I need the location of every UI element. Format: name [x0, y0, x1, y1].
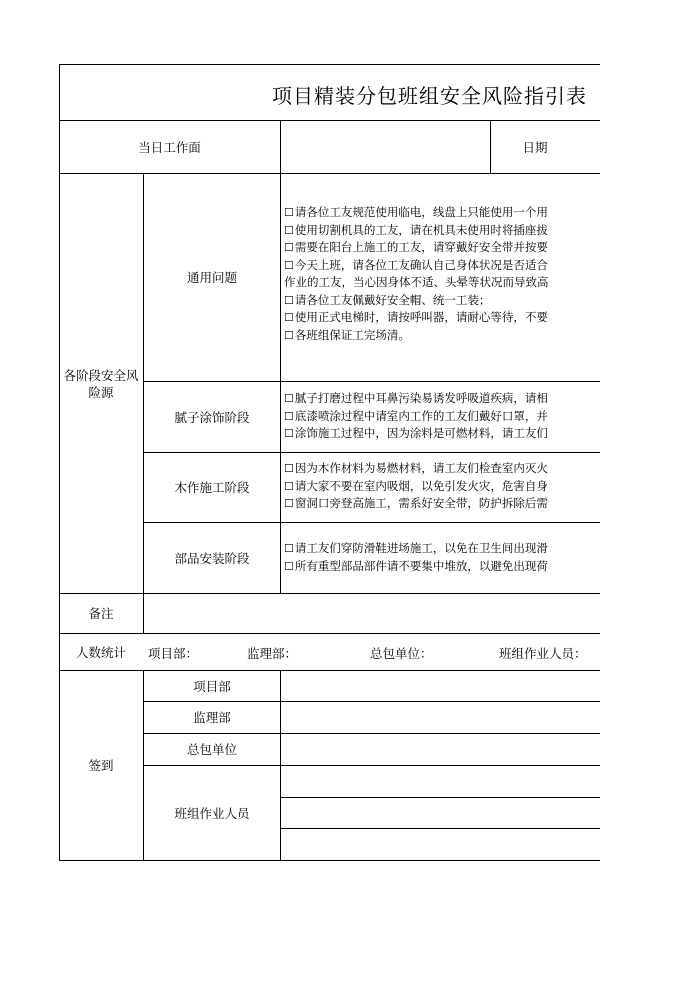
- workface-value[interactable]: [281, 121, 490, 173]
- border-top: [59, 64, 600, 65]
- stage-tips-installation: [284, 540, 548, 575]
- headcount-project: 项目部：: [148, 645, 199, 661]
- tip-item: ☐ 各班组保证工完场清。: [284, 327, 549, 345]
- tip-item: ☐ 今天上班，请各位工友确认自己身体状况是否适合: [284, 257, 549, 275]
- signin-field[interactable]: [281, 829, 600, 860]
- signin-field[interactable]: [281, 671, 600, 701]
- tip-item: ☐ 使用正式电梯时，请按呼叫器，请耐心等待，不要: [284, 309, 549, 327]
- headcount-general-contractor: 总包单位：: [370, 645, 433, 661]
- rule: [280, 120, 281, 594]
- headcount-label: 人数统计: [75, 644, 126, 660]
- headcount-supervision: 监理部：: [247, 645, 298, 661]
- stage-name-putty: 腻子涂饰阶段: [174, 409, 250, 425]
- tip-item: 作业的工友，当心因身体不适、头晕等状况而导致高: [284, 275, 549, 289]
- tip-item: ☐ 需要在阳台上施工的工友，请穿戴好安全带并按要: [284, 239, 549, 257]
- stage-name-installation: 部品安装阶段: [174, 550, 250, 566]
- border-bottom: [59, 860, 600, 861]
- tip-item: ☐ 请工友们穿防滑鞋进场施工，以免在卫生间出现滑: [284, 540, 548, 558]
- signin-field[interactable]: [281, 734, 600, 765]
- tip-item: ☐ 请各位工友佩戴好安全帽、统一工装；: [284, 292, 549, 310]
- stage-name-woodwork: 木作施工阶段: [174, 480, 250, 495]
- workface-label: 当日工作面: [138, 139, 201, 155]
- date-label: 日期: [522, 139, 548, 155]
- tip-item: ☐ 请大家不要在室内吸烟，以免引发火灾，危害自身: [284, 478, 548, 496]
- tip-item: ☐ 所有重型部品部件请不要集中堆放，以避免出现荷: [284, 558, 548, 576]
- stage-tips-woodwork: [284, 460, 548, 513]
- tip-item: ☐ 窗洞口旁登高施工，需系好安全带，防护拆除后需: [284, 495, 548, 513]
- remarks-value[interactable]: [144, 594, 600, 633]
- headcount-team-workers: 班组作业人员：: [499, 645, 587, 661]
- stage-name-general: 通用问题: [186, 270, 237, 285]
- signin-label: 签到: [88, 758, 114, 773]
- tip-item: ☐ 使用切割机具的工友，请在机具未使用时将插座拔: [284, 222, 549, 240]
- stage-tips-putty: [284, 390, 548, 443]
- signin-row-general-contractor: 总包单位: [186, 742, 237, 757]
- remarks-label: 备注: [88, 606, 114, 621]
- risk-guide-sheet: [59, 64, 600, 861]
- tip-item: ☐ 腻子打磨过程中耳鼻污染易诱发呼吸道疾病，请相: [284, 390, 548, 408]
- risk-section-label: 各阶段安全风险源: [63, 367, 139, 400]
- signin-row-team-workers: 班组作业人员: [174, 805, 250, 821]
- stage-tips-general: [284, 204, 549, 344]
- signin-field[interactable]: [281, 702, 600, 733]
- tip-item: ☐ 因为木作材料为易燃材料，请工友们检查室内灭火: [284, 460, 548, 478]
- signin-field[interactable]: [281, 766, 600, 797]
- page-title: 项目精装分包班组安全风险指引表: [272, 84, 587, 108]
- tip-item: ☐ 请各位工友规范使用临电，线盘上只能使用一个用: [284, 204, 549, 222]
- tip-item: ☐ 涂饰施工过程中，因为涂料是可燃材料，请工友们: [284, 425, 548, 443]
- signin-row-project: 项目部: [193, 678, 231, 694]
- tip-item: ☐ 底漆喷涂过程中请室内工作的工友们戴好口罩，并: [284, 408, 548, 426]
- signin-field[interactable]: [281, 798, 600, 828]
- signin-row-supervision: 监理部: [193, 710, 231, 725]
